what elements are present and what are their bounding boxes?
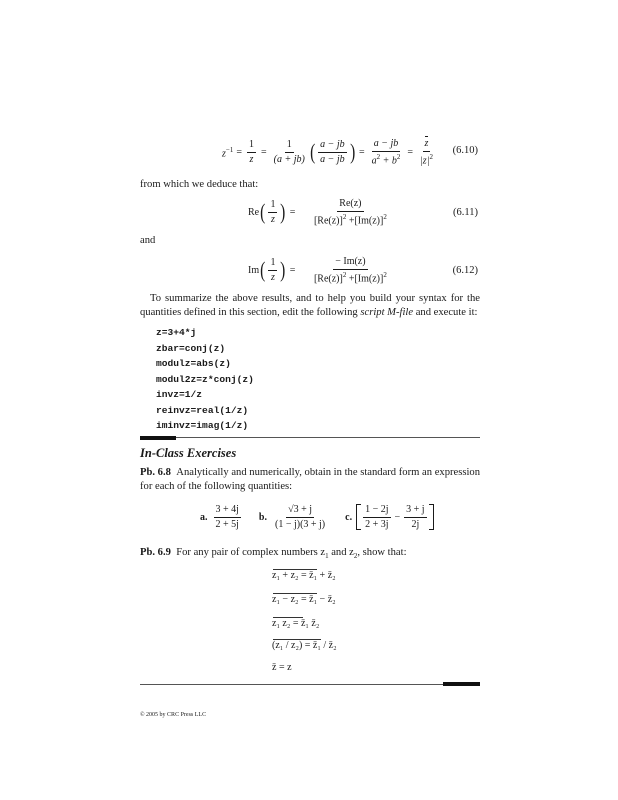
- summary-paragraph: To summarize the above results, and to help you build your syntax for the quantities defined in this section, edit the following script M-file and execute it:: [140, 293, 480, 318]
- identity-line: z̄ = z: [272, 662, 292, 673]
- equation-6-11: Re ( $\frac{1}{z}$ ) = $\frac{Re(z)}{[Re(z)]^2 +[Im(z)]^2}$: [248, 198, 402, 226]
- problem-6-8-items: a. $\frac{3 + 4j}{2 + 5j}$ b. $\frac{√3 + j}{(1 - j)(3 + j)}$ c. $\frac{1 - 2j}{2 + 3j}$ − $\frac{3 + j}{2j}$: [200, 504, 434, 530]
- paragraph: from which we deduce that:: [140, 179, 259, 190]
- section-rule-accent: [140, 436, 176, 440]
- fraction: $\frac{1}{z}$: [249, 139, 254, 165]
- bracket-expression: $\frac{1 - 2j}{2 + 3j}$ − $\frac{3 + j}{2j}$: [356, 504, 433, 530]
- fraction: $\frac{1 - 2j}{2 + 3j}$: [365, 504, 389, 530]
- fraction: $\frac{3 + j}{2j}$: [406, 504, 425, 530]
- fraction: $\frac{1}{z}$: [270, 257, 276, 283]
- overbar: [273, 617, 303, 618]
- eq-lhs: $z^{-1}$: [222, 145, 234, 159]
- code-block: [156, 325, 254, 434]
- identity-line: z₁ z₂ = z̄₁ z̄₂: [272, 618, 320, 629]
- code-line: modul2z=z*conj(z): [156, 373, 254, 385]
- overbar: [273, 593, 317, 594]
- section-title: In-Class Exercises: [140, 446, 237, 460]
- fraction: $\frac{- Im(z)}{[Re(z)]^2 +[Im(z)]^2}$: [313, 256, 387, 284]
- problem-6-9: Pb. 6.9 For any pair of complex numbers $z_1$ and $z_2$, show that:: [140, 547, 407, 561]
- footer-rule: [140, 684, 480, 685]
- problem-6-8: Pb. 6.8 Analytically and numerically, obtain in the standard form an expression for each of the following quantities:: [140, 467, 481, 492]
- identity-line: z₁ + z₂ = z̄₁ + z̄₂: [272, 570, 336, 581]
- footer-rule-accent: [443, 682, 480, 686]
- equation-6-10: $z^{-1}$ = $\frac{1}{z}$ = $\frac{1}{(a + jb)}$ ( $\frac{a - jb}{a - jb}$ ) = $\frac{a - jb}{a^2 + b^2}$ = $\frac{z}{|z|^2}$: [222, 138, 433, 166]
- code-line: zbar=conj(z): [156, 342, 226, 354]
- code-line: modulz=abs(z): [156, 358, 231, 369]
- identity-line: z₁ − z₂ = z̄₁ − z̄₂: [272, 594, 336, 605]
- fraction: $\frac{a - jb}{a - jb}$: [320, 139, 345, 165]
- paragraph: and: [140, 235, 156, 246]
- identity-line: (z₁ / z₂) = z̄₁ / z̄₂: [272, 640, 337, 651]
- code-line: iminvz=imag(1/z): [156, 420, 249, 431]
- overbar: [273, 639, 321, 640]
- equation-number: (6.12): [452, 265, 478, 276]
- code-line: z=3+4*j: [156, 327, 197, 338]
- fraction: $\frac{a - jb}{a^2 + b^2}$: [371, 138, 401, 166]
- equation-number: (6.10): [452, 145, 478, 156]
- fraction: $\frac{√3 + j}{(1 - j)(3 + j)}$: [274, 504, 326, 530]
- copyright: © 2005 by CRC Press LLC: [140, 712, 207, 718]
- fraction: $\frac{Re(z)}{[Re(z)]^2 +[Im(z)]^2}$: [313, 198, 387, 226]
- code-line: invz=1/z: [156, 389, 203, 400]
- section-rule: [140, 437, 480, 438]
- overbar: [273, 569, 317, 570]
- code-line: reinvz=real(1/z): [156, 404, 249, 416]
- fraction: $\frac{1}{(a + jb)}$: [273, 139, 305, 165]
- equation-6-12: Im ( $\frac{1}{z}$ ) = $\frac{- Im(z)}{[Re(z)]^2 +[Im(z)]^2}$: [248, 256, 402, 284]
- fraction: $\frac{3 + 4j}{2 + 5j}$: [215, 504, 239, 530]
- fraction: $\frac{z}{|z|^2}$: [420, 138, 433, 166]
- equation-number: (6.11): [453, 207, 478, 218]
- fraction: $\frac{1}{z}$: [270, 199, 276, 225]
